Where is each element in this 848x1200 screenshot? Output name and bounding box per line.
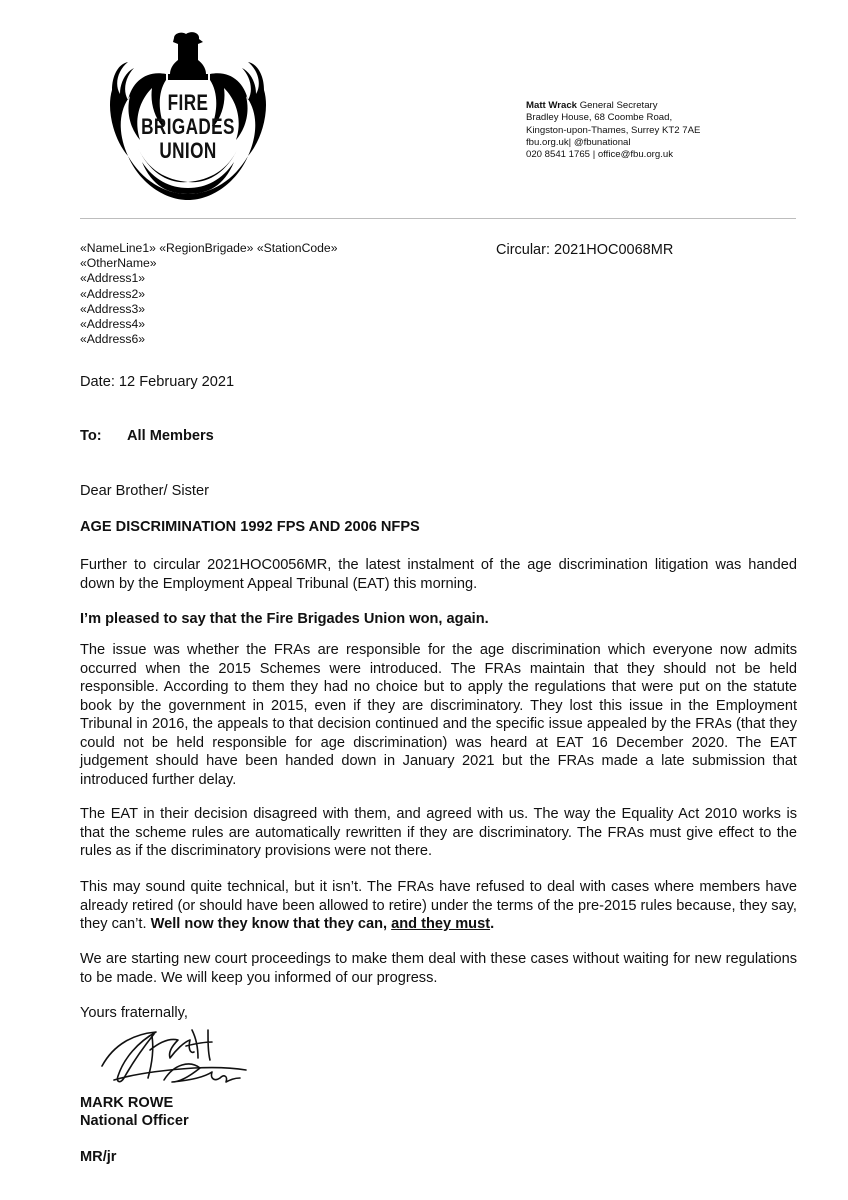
sender-name: Matt Wrack [526, 100, 578, 111]
recipient-line7: «Address6» [80, 332, 146, 347]
signatory-name: MARK ROWE [80, 1095, 174, 1111]
recipient-line4: «Address2» [80, 286, 146, 301]
recipient-address [80, 241, 337, 347]
handwritten-signature [94, 1020, 254, 1092]
reference-initials: MR/jr [80, 1149, 117, 1165]
paragraph-1: Further to circular 2021HOC0056MR, the latest instalment of the age discrimination litigation was handed down by the Employment Appeal Tribunal (EAT) this morning. [80, 557, 797, 592]
paragraph-5-bold: Well now they know that they can, [150, 916, 392, 932]
subject-heading: AGE DISCRIMINATION 1992 FPS AND 2006 NFPS [80, 519, 420, 535]
recipient-line3: «Address1» [80, 271, 146, 286]
paragraph-5-bold-underlined: and they must [391, 916, 491, 932]
to-line [80, 427, 797, 446]
salutation: Dear Brother/ Sister [80, 483, 209, 499]
sender-address-line1: Bradley House, 68 Coombe Road, [526, 112, 673, 124]
paragraph-3: The issue was whether the FRAs are responsible for the age discrimination which everyone now admits occurred when the 2015 Schemes were introduced. The FRAs maintain that they should not be held responsible. According to them they had no choice but to apply the regulations that were put on the statute book by the government in 2015, even if they are discriminatory. They lost this issue in the Employment Tribunal in 2016, the appeals to that decision continued and the specific issue appealed by the FRAs (that they could not be held responsible for age discrimination) was heard at EAT 16 December 2020. The EAT judgement should have been handed down in January 2021 but the FRAs made a late submission that introduced further delay. [80, 642, 797, 788]
closing: Yours fraternally, [80, 1005, 188, 1021]
logo-line-fire: FIRE [167, 90, 209, 115]
circular-reference: Circular: 2021HOC0068MR [496, 242, 674, 258]
sender-name-row [526, 100, 700, 112]
fbu-logo [108, 30, 268, 200]
paragraph-4: The EAT in their decision disagreed with them, and agreed with us. The way the Equality Act 2010 works is that the scheme rules are automatically rewritten if they are discriminatory. The FRAs must give effect to the rules as if the discriminatory provisions were not there. [80, 806, 797, 859]
logo-line-union: UNION [159, 138, 217, 163]
recipient-line5: «Address3» [80, 301, 146, 316]
sender-address-line2: Kingston-upon-Thames, Surrey KT2 7AE [526, 124, 701, 136]
logo-line-brigades: BRIGADES [141, 114, 235, 139]
sender-role: General Secretary [579, 100, 658, 111]
sender-web: fbu.org.uk| @fbunational [526, 136, 631, 148]
signatory-title: National Officer [80, 1113, 189, 1129]
paragraph-5-end: . [490, 916, 495, 932]
paragraph-5-text: This may sound quite technical, but it isn’t. The FRAs have refused to deal with cases where members have already retired (or should have been allowed to retire) under the terms of the pre-2015 rules because, they say, they can’t. [80, 879, 797, 932]
to-value: All Members [127, 428, 214, 444]
sender-contact: 020 8541 1765 | office@fbu.org.uk [526, 149, 674, 161]
sender-block [526, 100, 700, 161]
paragraph-5 [80, 878, 797, 934]
paragraph-6: We are starting new court proceedings to make them deal with these cases without waiting for new regulations to be made. We will keep you informed of our progress. [80, 951, 797, 986]
recipient-line2: «OtherName» [80, 256, 157, 271]
to-label: To: [80, 428, 102, 444]
letter-date: Date: 12 February 2021 [80, 374, 235, 390]
header-divider [80, 218, 796, 219]
recipient-line6: «Address4» [80, 317, 146, 332]
recipient-line1: «NameLine1» «RegionBrigade» «StationCode» [80, 241, 338, 255]
paragraph-2: I’m pleased to say that the Fire Brigades Union won, again. [80, 611, 489, 627]
